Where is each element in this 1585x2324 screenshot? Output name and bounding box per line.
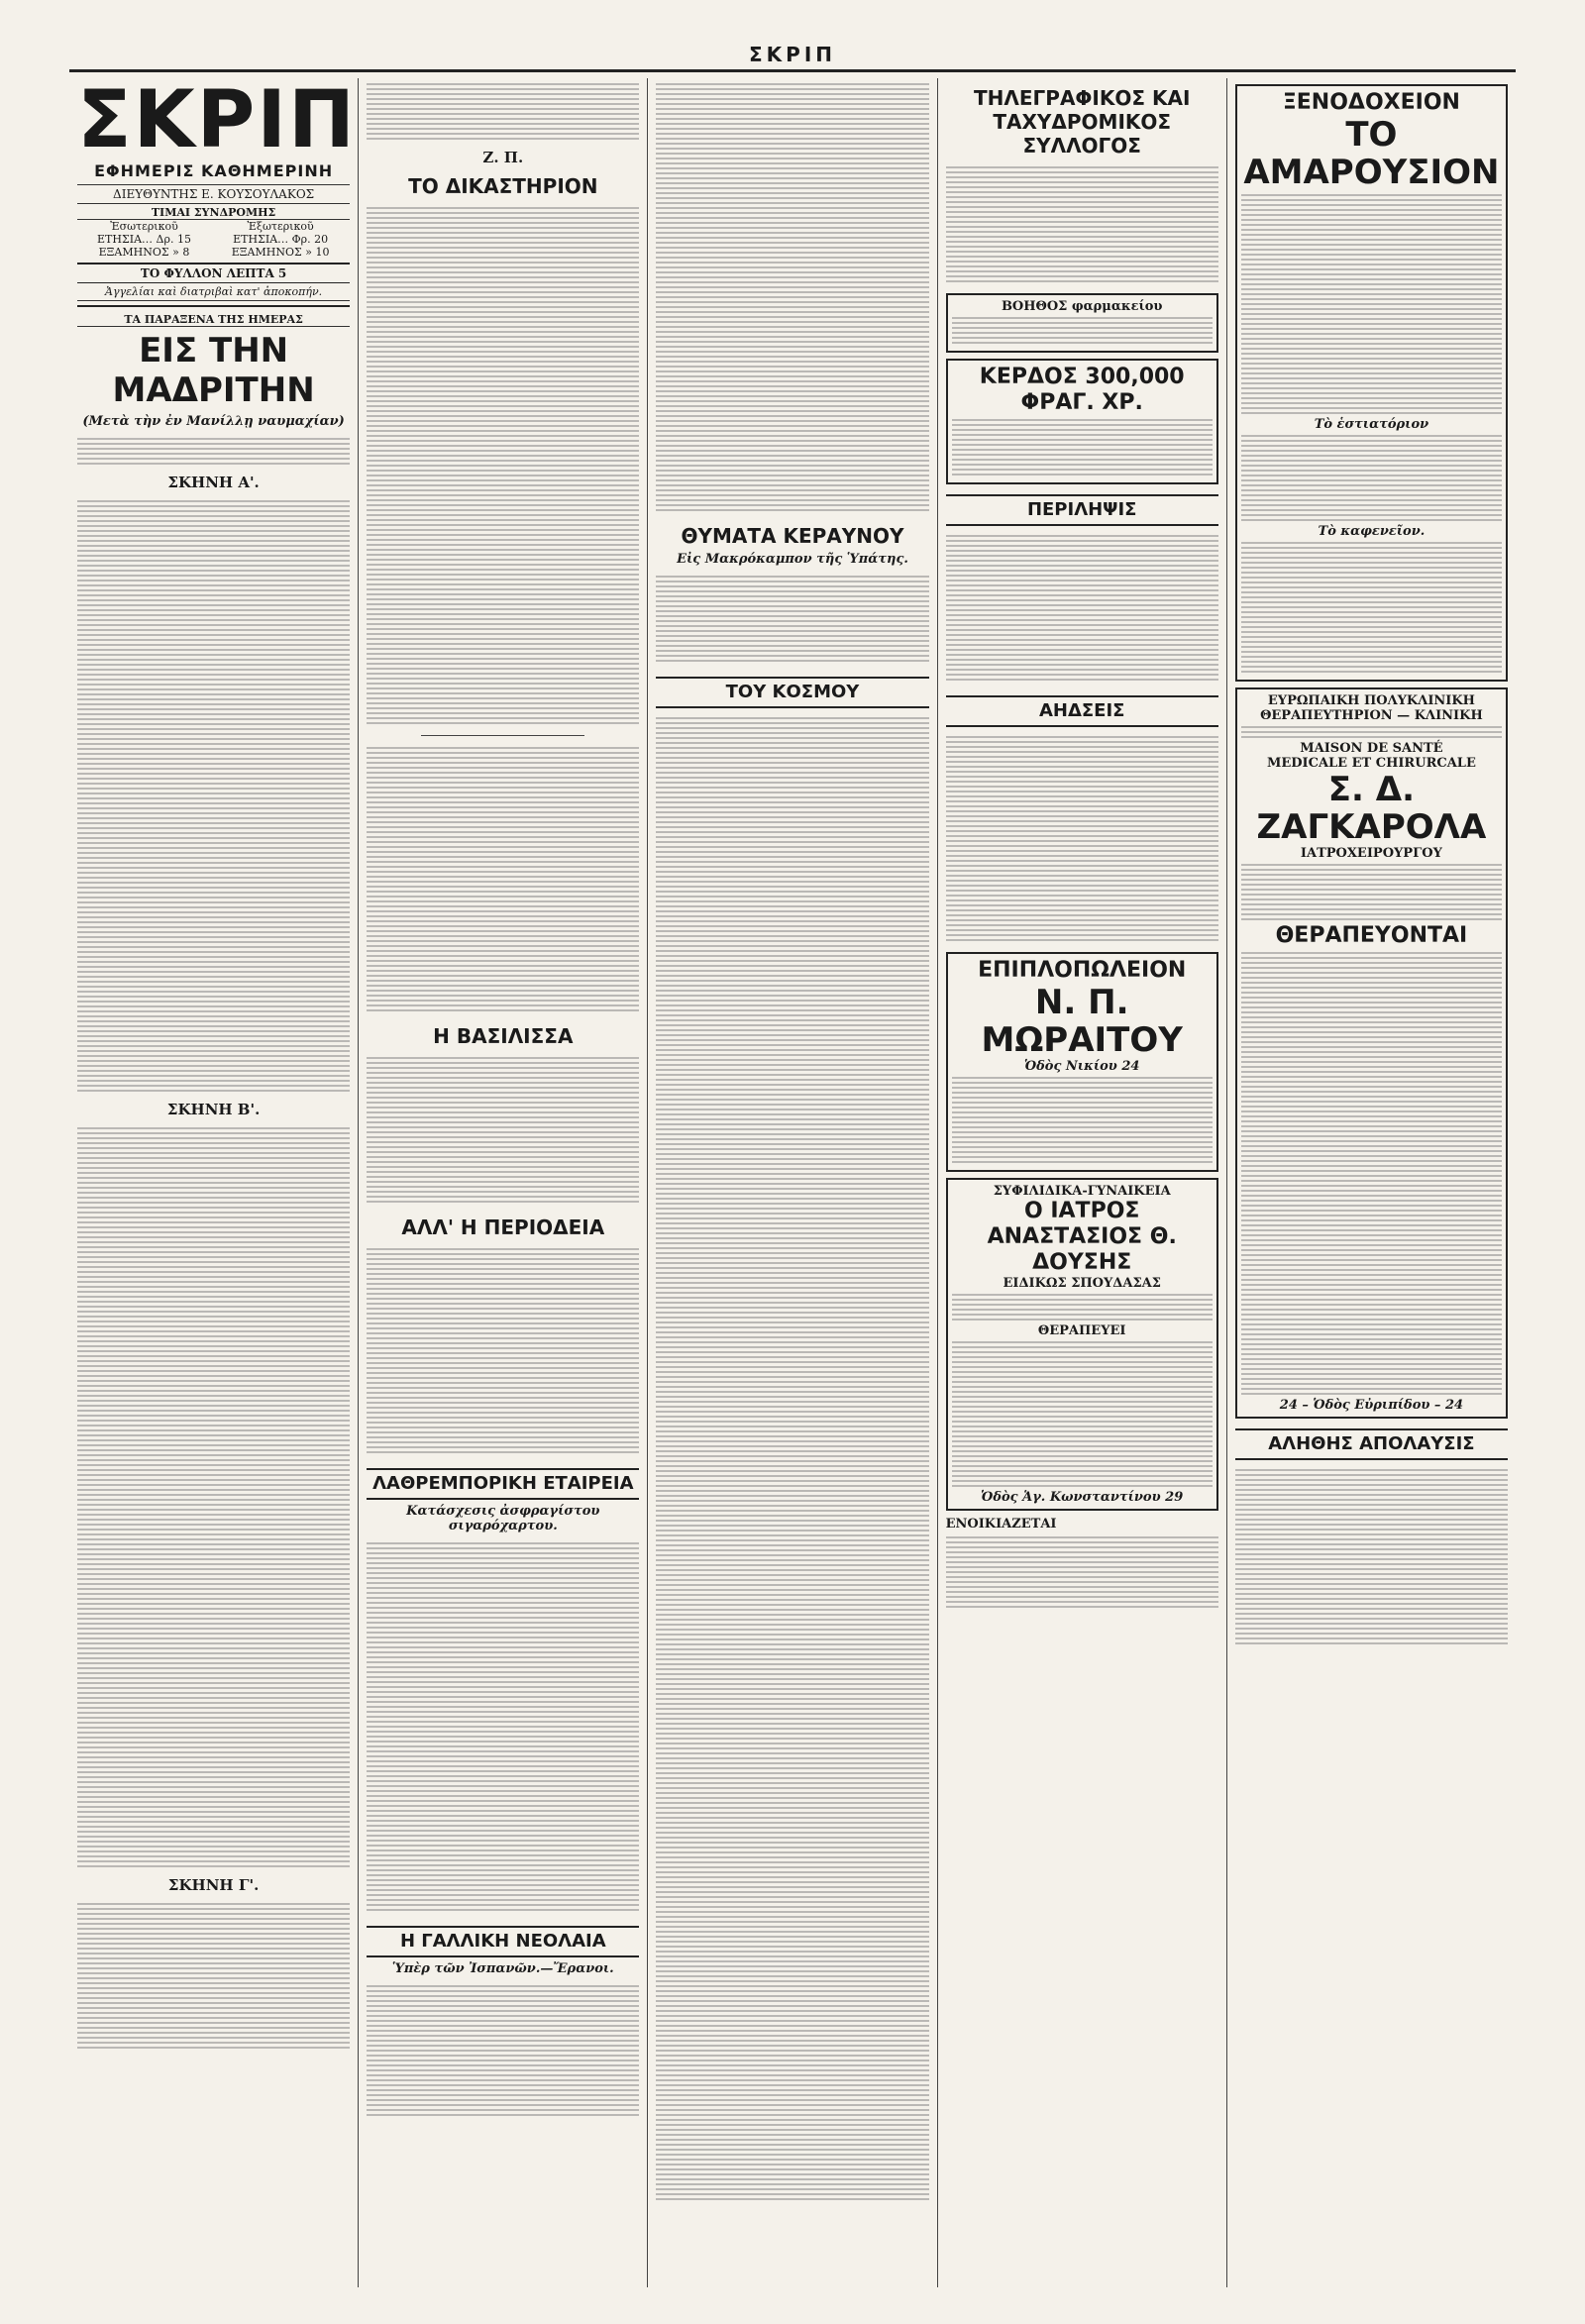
- headline-telegraph: ΤΗΛΕΓΡΑΦΙΚΟΣ ΚΑΙ ΤΑΧΥΔΡΟΜΙΚΟΣ ΣΥΛΛΟΓΟΣ: [974, 86, 1191, 158]
- section-label: ΤΑ ΠΑΡΑΞΕΝΑ ΤΗΣ ΗΜΕΡΑΣ: [77, 313, 350, 327]
- text-block: [367, 1537, 639, 1916]
- column-5: [1227, 78, 1516, 2287]
- headline-queen: Η ΒΑΣΙΛΙΣΣΑ: [433, 1024, 574, 1048]
- ad-polyclinic-title: ΕΥΡΩΠΑΙΚΗ ΠΟΛΥΚΛΙΝΙΚΗ: [1267, 693, 1475, 708]
- ad-treated: ΘΕΡΑΠΕΥΟΝΤΑΙ: [1275, 923, 1468, 948]
- domestic-semiannual: ΕΞΑΜΗΝΟΣ » 8: [98, 246, 190, 259]
- ad-hotel-name: ΤΟ ΑΜΑΡΟΥΣΙΟΝ: [1243, 115, 1500, 192]
- foreign-label: Ἐξωτερικοῦ: [247, 220, 314, 233]
- subscription-header: ΤΙΜΑΙ ΣΥΝΔΡΟΜΗΣ: [77, 206, 350, 220]
- ad-helper: [946, 293, 1218, 353]
- headline-summary: ΠΕΡΙΛΗΨΙΣ: [946, 494, 1218, 526]
- ad-hotel-restaurant: Τὸ ἑστιατόριον: [1314, 417, 1429, 432]
- ad-hotel-cafe: Τὸ καφενεῖον.: [1318, 524, 1426, 539]
- headline-court: ΤΟ ΔΙΚΑΣΤΗΡΙΟΝ: [408, 174, 598, 198]
- text-block: [656, 78, 928, 516]
- headline-lightning-sub: Εἰς Μακρόκαμπον τῆς Ὑπάτης.: [677, 552, 908, 567]
- ad-doctor-name: ΑΝΑΣΤΑΣΙΟΣ Θ. ΔΟΥΣΗΣ: [987, 1224, 1177, 1275]
- ad-rent: ΕΝΟΙΚΙΑΖΕΤΑΙ: [945, 1517, 1057, 1532]
- signature-zp: Ζ. Π.: [482, 149, 524, 166]
- ad-doctor: [946, 1178, 1218, 1511]
- ad-lottery-title: ΚΕΡΔΟΣ 300,000 ΦΡΑΓ. ΧΡ.: [979, 365, 1185, 415]
- ad-maison-sub: MEDICALE ET CHIRURCALE: [1266, 756, 1476, 771]
- column-4: [938, 78, 1227, 2287]
- headline-period: ΑΛΛ' Η ΠΕΡΙΟΔΕΙΑ: [401, 1215, 605, 1239]
- columns: [69, 78, 1516, 2287]
- text-block: [367, 78, 639, 145]
- headline-french-youth-sub: Ὑπὲρ τῶν Ἰσπανῶν.—Ἔρανοι.: [391, 1961, 614, 1976]
- scene-a: ΣΚΗΝΗ Α'.: [167, 474, 260, 491]
- column-3: [648, 78, 937, 2287]
- ad-doctor-specialty: ΕΙΔΙΚΩΣ ΣΠΟΥΔΑΣΑΣ: [1003, 1276, 1161, 1291]
- headline-world: ΤΟΥ ΚΟΣΜΟΥ: [656, 677, 928, 708]
- text-block: [946, 161, 1218, 287]
- ad-doctor-category: ΣΥΦΙΛΙΔΙΚΑ-ΓΥΝΑΙΚΕΙΑ: [993, 1184, 1171, 1199]
- masthead-subtitle: ΕΦΗΜΕΡΙΣ ΚΑΘΗΜΕΡΙΝΗ: [94, 161, 334, 180]
- headline-madrid-sub: (Μετὰ τὴν ἐν Μανίλλῃ ναυμαχίαν): [82, 414, 345, 429]
- text-block: [367, 742, 639, 1016]
- ad-helper-title: ΒΟΗΘΟΣ φαρμακείου: [1001, 299, 1163, 314]
- text-block: [946, 1532, 1218, 1613]
- headline-madrid: ΕΙΣ ΤΗΝ ΜΑΔΡΙΤΗΝ: [112, 331, 315, 410]
- foreign-annual: ΕΤΗΣΙΑ… Φρ. 20: [233, 233, 329, 246]
- text-block: [946, 731, 1218, 946]
- ad-lottery: [946, 359, 1218, 484]
- ads-note: Ἀγγελίαι καὶ διατριβαὶ κατ' ἀποκοπήν.: [77, 283, 350, 301]
- ad-furniture-title: ΕΠΙΠΛΟΠΩΛΕΙΟΝ: [978, 958, 1187, 983]
- running-head: ΣΚΡΙΠ: [69, 40, 1516, 72]
- text-block: [367, 1243, 639, 1458]
- masthead-title: ΣΚΡΙΠ: [77, 78, 357, 165]
- ad-furniture-name: Ν. Π. ΜΩΡΑΙΤΟΥ: [981, 983, 1183, 1060]
- ad-furniture-address: Ὁδὸς Νικίου 24: [1023, 1059, 1140, 1074]
- text-block: [77, 433, 350, 470]
- domestic-annual: ΕΤΗΣΙΑ… Δρ. 15: [97, 233, 191, 246]
- ad-hotel-title: ΞΕΝΟΔΟΧΕΙΟΝ: [1282, 90, 1460, 115]
- text-block: [77, 1122, 350, 1872]
- issue-price: ΤΟ ΦΥΛΛΟΝ ΛΕΠΤΑ 5: [77, 263, 350, 283]
- column-2: [359, 78, 648, 2287]
- ad-clinic-address: 24 – Ὁδὸς Εὐριπίδου – 24: [1279, 1398, 1464, 1413]
- headline-lightning: ΘΥΜΑΤΑ ΚΕΡΑΥΝΟΥ: [681, 524, 904, 548]
- ad-polyclinic-sub: ΘΕΡΑΠΕΥΤΗΡΙΟΝ — ΚΛΙΝΙΚΗ: [1260, 708, 1483, 723]
- scene-c: ΣΚΗΝΗ Γ'.: [167, 1876, 260, 1894]
- text-block: [656, 571, 928, 667]
- text-block: [656, 712, 928, 2205]
- foreign-semiannual: ΕΞΑΜΗΝΟΣ » 10: [231, 246, 330, 259]
- masthead: [77, 78, 357, 307]
- ad-polyclinic: [1235, 687, 1508, 1419]
- domestic-label: Ἐσωτερικοῦ: [110, 220, 178, 233]
- ad-doctor-treats: ΘΕΡΑΠΕΥΕΙ: [1037, 1323, 1126, 1338]
- text-block: [367, 1052, 639, 1208]
- headline-true-pleasure: ΑΛΗΘΗΣ ΑΠΟΛΑΥΣΙΣ: [1235, 1428, 1508, 1460]
- ad-furniture: [946, 952, 1218, 1172]
- headline-smuggling-sub: Κατάσχεσις ἀσφραγίστου σιγαρόχαρτου.: [406, 1504, 600, 1533]
- ad-surgeon-title: ΙΑΤΡΟΧΕΙΡΟΥΡΓΟΥ: [1300, 846, 1442, 861]
- scene-b: ΣΚΗΝΗ Β'.: [166, 1101, 261, 1118]
- text-block: [77, 495, 350, 1097]
- ad-maison: MAISON DE SANTÉ: [1300, 741, 1443, 756]
- ad-doctor-title: Ο ΙΑΤΡΟΣ: [1023, 1199, 1140, 1223]
- headline-french-youth: Η ΓΑΛΛΙΚΗ ΝΕΟΛΑΙΑ: [367, 1926, 639, 1957]
- text-block: [77, 1898, 350, 2054]
- text-block: [367, 1980, 639, 2121]
- masthead-director: ΔΙΕΥΘΥΝΤΗΣ Ε. ΚΟΥΣΟΥΛΑΚΟΣ: [77, 184, 350, 204]
- headline-notices: ΑΗΔΣΕΙΣ: [946, 695, 1218, 727]
- subscription-table: [77, 206, 350, 259]
- text-block: [1235, 1464, 1508, 1649]
- text-block: [946, 530, 1218, 686]
- newspaper-page: [69, 40, 1516, 2288]
- column-1: [69, 78, 359, 2287]
- ad-doctor-address: Ὁδὸς Ἁγ. Κωνσταντίνου 29: [981, 1490, 1184, 1505]
- ad-hotel: [1235, 84, 1508, 682]
- headline-smuggling: ΛΑΘΡΕΜΠΟΡΙΚΗ ΕΤΑΙΡΕΙΑ: [367, 1468, 639, 1500]
- text-block: [367, 202, 639, 729]
- ad-surgeon-name: Σ. Δ. ΖΑΓΚΑΡΟΛΑ: [1256, 770, 1487, 847]
